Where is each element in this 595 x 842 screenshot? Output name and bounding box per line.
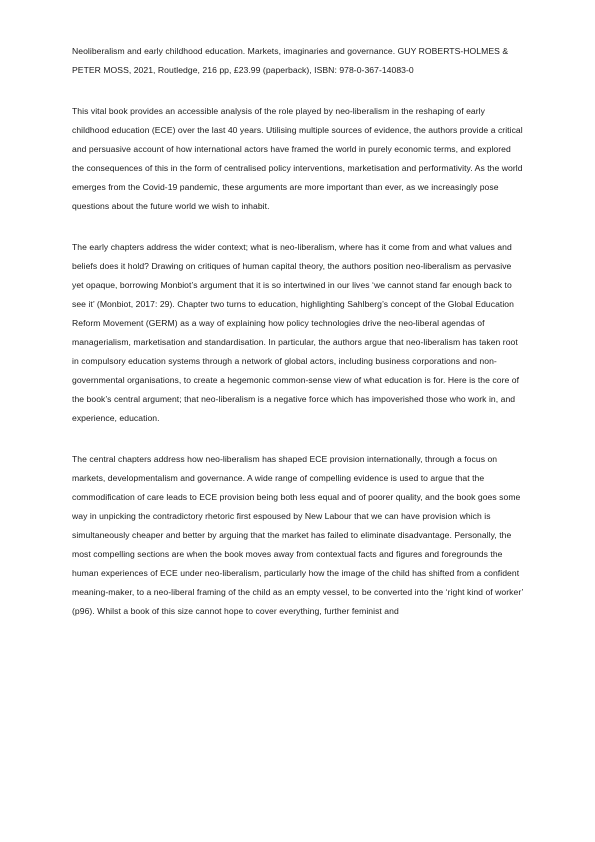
book-citation: Neoliberalism and early childhood education. Markets, imaginaries and governance. GUY ROBERTS-HOLMES & PETER MOSS, 2021, Routledge, 216 pp, £23.99 (paperback), ISBN: 978-0-367-14083-0: [72, 46, 509, 75]
paragraph-central-chapters: The central chapters address how neo-liberalism has shaped ECE provision internationally, through a focus on markets, developmentalism and governance. A wide range of compelling evidence is used to argue that the commodification of care leads to ECE provision being both less equal and of poorer quality, and the book goes some way in unpicking the contradictory rhetoric first espoused by New Labour that we can have provision which is simultaneously cheaper and better by arguing that the market has failed to eliminate disadvantage. Personally, the most compelling sections are when the book moves away from contextual facts and figures and foregrounds the human experiences of ECE under neo-liberalism, particularly how the image of the child has shifted from a confident meaning-maker, to a neo-liberal framing of the child as an empty vessel, to be converted into the ‘right kind of worker’ (p96). Whilst a book of this size cannot hope to cover everything, further feminist and: [72, 454, 524, 616]
document-page: [72, 42, 524, 621]
paragraph-early-chapters: The early chapters address the wider context; what is neo-liberalism, where has it come from and what values and beliefs does it hold? Drawing on critiques of human capital theory, the authors position neo-liberalism as pervasive yet opaque, borrowing Monbiot’s argument that it is so intertwined in our lives ‘we cannot stand far enough back to see it’ (Monbiot, 2017: 29). Chapter two turns to education, highlighting Sahlberg’s concept of the Global Education Reform Movement (GERM) as a way of explaining how policy technologies drive the neo-liberal agendas of managerialism, marketisation and standardisation. In particular, the authors argue that neo-liberalism has taken root in compulsory education systems through a network of global actors, including business corporations and non-governmental organisations, to create a hegemonic common-sense view of what education is for. Here is the core of the book’s central argument; that neo-liberalism is a negative force which has impoverished those who work in, and experience, education.: [72, 242, 520, 423]
paragraph-intro: This vital book provides an accessible analysis of the role played by neo-liberalism in the reshaping of early childhood education (ECE) over the last 40 years. Utilising multiple sources of evidence, the authors provide a critical and persuasive account of how international actors have framed the world in purely economic terms, and explored the consequences of this in the form of centralised policy interventions, marketisation and performativity. As the world emerges from the Covid-19 pandemic, these arguments are more important than ever, as we increasingly pose questions about the future world we wish to inhabit.: [72, 106, 523, 211]
